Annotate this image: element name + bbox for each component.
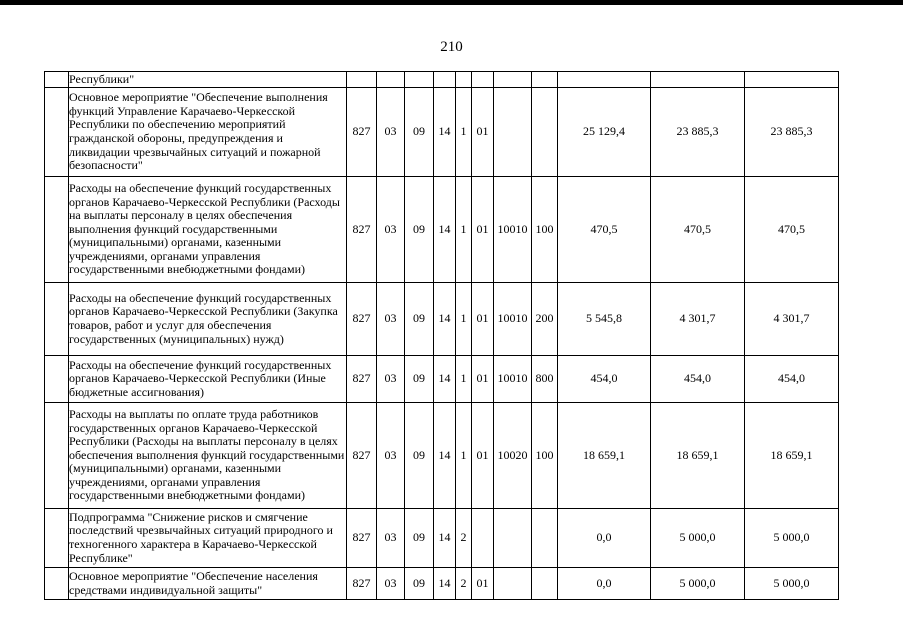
event-code-cell bbox=[472, 509, 494, 568]
subprogram-code-cell: 1 bbox=[456, 356, 472, 403]
expense-type-cell: 200 bbox=[532, 283, 558, 356]
table-row bbox=[45, 568, 839, 600]
section-code-cell: 03 bbox=[377, 509, 405, 568]
ministry-code-cell: 827 bbox=[347, 568, 377, 600]
index-cell bbox=[45, 283, 69, 356]
amount-cell: 4 301,7 bbox=[745, 283, 839, 356]
index-cell bbox=[45, 356, 69, 403]
description-cell: Расходы на выплаты по оплате труда работников государственных органов Карачаево-Черкесской Республики (Расходы на выплаты персоналу в целях обеспечения выполнения функций государственными (муниципальными) органами, казенными учреждениями, органами управления государственными внебюджетными фондами) bbox=[69, 403, 347, 509]
amount-cell: 470,5 bbox=[558, 177, 651, 283]
subsection-code-cell: 09 bbox=[405, 568, 434, 600]
subprogram-code-cell: 1 bbox=[456, 283, 472, 356]
amount-cell: 454,0 bbox=[651, 356, 745, 403]
amount-cell: 5 000,0 bbox=[745, 509, 839, 568]
amount-cell: 18 659,1 bbox=[558, 403, 651, 509]
event-code-cell: 01 bbox=[472, 177, 494, 283]
direction-code-cell: 10010 bbox=[494, 177, 532, 283]
section-code-cell: 03 bbox=[377, 283, 405, 356]
event-code-cell: 01 bbox=[472, 356, 494, 403]
direction-code-cell bbox=[494, 568, 532, 600]
program-code-cell: 14 bbox=[434, 568, 456, 600]
section-code-cell: 03 bbox=[377, 177, 405, 283]
section-code-cell bbox=[377, 72, 405, 88]
index-cell bbox=[45, 403, 69, 509]
index-cell bbox=[45, 568, 69, 600]
direction-code-cell bbox=[494, 88, 532, 177]
program-code-cell bbox=[434, 72, 456, 88]
subprogram-code-cell bbox=[456, 72, 472, 88]
expense-type-cell: 100 bbox=[532, 403, 558, 509]
event-code-cell bbox=[472, 72, 494, 88]
page-number: 210 bbox=[440, 39, 463, 55]
table-row bbox=[45, 356, 839, 403]
event-code-cell: 01 bbox=[472, 403, 494, 509]
subprogram-code-cell: 1 bbox=[456, 88, 472, 177]
description-cell: Расходы на обеспечение функций государственных органов Карачаево-Черкесской Республики (Закупка товаров, работ и услуг для обеспечения государственных (муниципальных) нужд) bbox=[69, 283, 347, 356]
program-code-cell: 14 bbox=[434, 509, 456, 568]
subsection-code-cell: 09 bbox=[405, 509, 434, 568]
section-code-cell: 03 bbox=[377, 403, 405, 509]
subprogram-code-cell: 2 bbox=[456, 509, 472, 568]
table-row bbox=[45, 283, 839, 356]
ministry-code-cell: 827 bbox=[347, 403, 377, 509]
index-cell bbox=[45, 72, 69, 88]
table-row bbox=[45, 88, 839, 177]
subsection-code-cell: 09 bbox=[405, 356, 434, 403]
amount-cell: 5 000,0 bbox=[651, 568, 745, 600]
expense-type-cell: 100 bbox=[532, 177, 558, 283]
direction-code-cell bbox=[494, 72, 532, 88]
subsection-code-cell: 09 bbox=[405, 283, 434, 356]
section-code-cell: 03 bbox=[377, 88, 405, 177]
amount-cell: 5 000,0 bbox=[745, 568, 839, 600]
amount-cell: 18 659,1 bbox=[745, 403, 839, 509]
direction-code-cell: 10020 bbox=[494, 403, 532, 509]
amount-cell: 470,5 bbox=[745, 177, 839, 283]
ministry-code-cell: 827 bbox=[347, 88, 377, 177]
ministry-code-cell bbox=[347, 72, 377, 88]
expense-type-cell bbox=[532, 72, 558, 88]
section-code-cell: 03 bbox=[377, 356, 405, 403]
amount-cell: 4 301,7 bbox=[651, 283, 745, 356]
index-cell bbox=[45, 88, 69, 177]
description-cell: Основное мероприятие "Обеспечение населения средствами индивидуальной защиты" bbox=[69, 568, 347, 600]
description-cell: Расходы на обеспечение функций государственных органов Карачаево-Черкесской Республики (Расходы на выплаты персоналу в целях обеспечения выполнения функций государственными (муниципальными) органами, казенными учреждениями, органами управления государственными внебюджетными фондами) bbox=[69, 177, 347, 283]
direction-code-cell: 10010 bbox=[494, 283, 532, 356]
program-code-cell: 14 bbox=[434, 177, 456, 283]
amount-cell: 470,5 bbox=[651, 177, 745, 283]
amount-cell: 23 885,3 bbox=[651, 88, 745, 177]
subprogram-code-cell: 2 bbox=[456, 568, 472, 600]
subprogram-code-cell: 1 bbox=[456, 403, 472, 509]
subsection-code-cell: 09 bbox=[405, 88, 434, 177]
direction-code-cell: 10010 bbox=[494, 356, 532, 403]
amount-cell: 23 885,3 bbox=[745, 88, 839, 177]
amount-cell: 0,0 bbox=[558, 509, 651, 568]
expense-type-cell bbox=[532, 568, 558, 600]
description-cell: Основное мероприятие "Обеспечение выполнения функций Управление Карачаево-Черкесской Республики по обеспечению мероприятий гражданской обороны, предупреждения и ликвидации чрезвычайных ситуаций и пожарной безопасности" bbox=[69, 88, 347, 177]
amount-cell bbox=[558, 72, 651, 88]
program-code-cell: 14 bbox=[434, 356, 456, 403]
subsection-code-cell: 09 bbox=[405, 403, 434, 509]
budget-table bbox=[44, 71, 839, 600]
top-border-line bbox=[0, 0, 903, 5]
description-cell: Республики" bbox=[69, 72, 347, 88]
amount-cell bbox=[745, 72, 839, 88]
amount-cell bbox=[651, 72, 745, 88]
amount-cell: 5 545,8 bbox=[558, 283, 651, 356]
table-row bbox=[45, 72, 839, 88]
expense-type-cell: 800 bbox=[532, 356, 558, 403]
amount-cell: 5 000,0 bbox=[651, 509, 745, 568]
ministry-code-cell: 827 bbox=[347, 177, 377, 283]
amount-cell: 0,0 bbox=[558, 568, 651, 600]
ministry-code-cell: 827 bbox=[347, 283, 377, 356]
event-code-cell: 01 bbox=[472, 283, 494, 356]
amount-cell: 454,0 bbox=[745, 356, 839, 403]
description-cell: Расходы на обеспечение функций государственных органов Карачаево-Черкесской Республики (Иные бюджетные ассигнования) bbox=[69, 356, 347, 403]
table-row bbox=[45, 177, 839, 283]
table-row bbox=[45, 509, 839, 568]
ministry-code-cell: 827 bbox=[347, 509, 377, 568]
program-code-cell: 14 bbox=[434, 283, 456, 356]
section-code-cell: 03 bbox=[377, 568, 405, 600]
ministry-code-cell: 827 bbox=[347, 356, 377, 403]
index-cell bbox=[45, 509, 69, 568]
subprogram-code-cell: 1 bbox=[456, 177, 472, 283]
subsection-code-cell bbox=[405, 72, 434, 88]
amount-cell: 25 129,4 bbox=[558, 88, 651, 177]
program-code-cell: 14 bbox=[434, 403, 456, 509]
expense-type-cell bbox=[532, 88, 558, 177]
description-cell: Подпрограмма "Снижение рисков и смягчение последствий чрезвычайных ситуаций природного и техногенного характера в Карачаево-Черкесской Республике" bbox=[69, 509, 347, 568]
event-code-cell: 01 bbox=[472, 88, 494, 177]
amount-cell: 18 659,1 bbox=[651, 403, 745, 509]
expense-type-cell bbox=[532, 509, 558, 568]
amount-cell: 454,0 bbox=[558, 356, 651, 403]
event-code-cell: 01 bbox=[472, 568, 494, 600]
table-row bbox=[45, 403, 839, 509]
program-code-cell: 14 bbox=[434, 88, 456, 177]
direction-code-cell bbox=[494, 509, 532, 568]
subsection-code-cell: 09 bbox=[405, 177, 434, 283]
index-cell bbox=[45, 177, 69, 283]
